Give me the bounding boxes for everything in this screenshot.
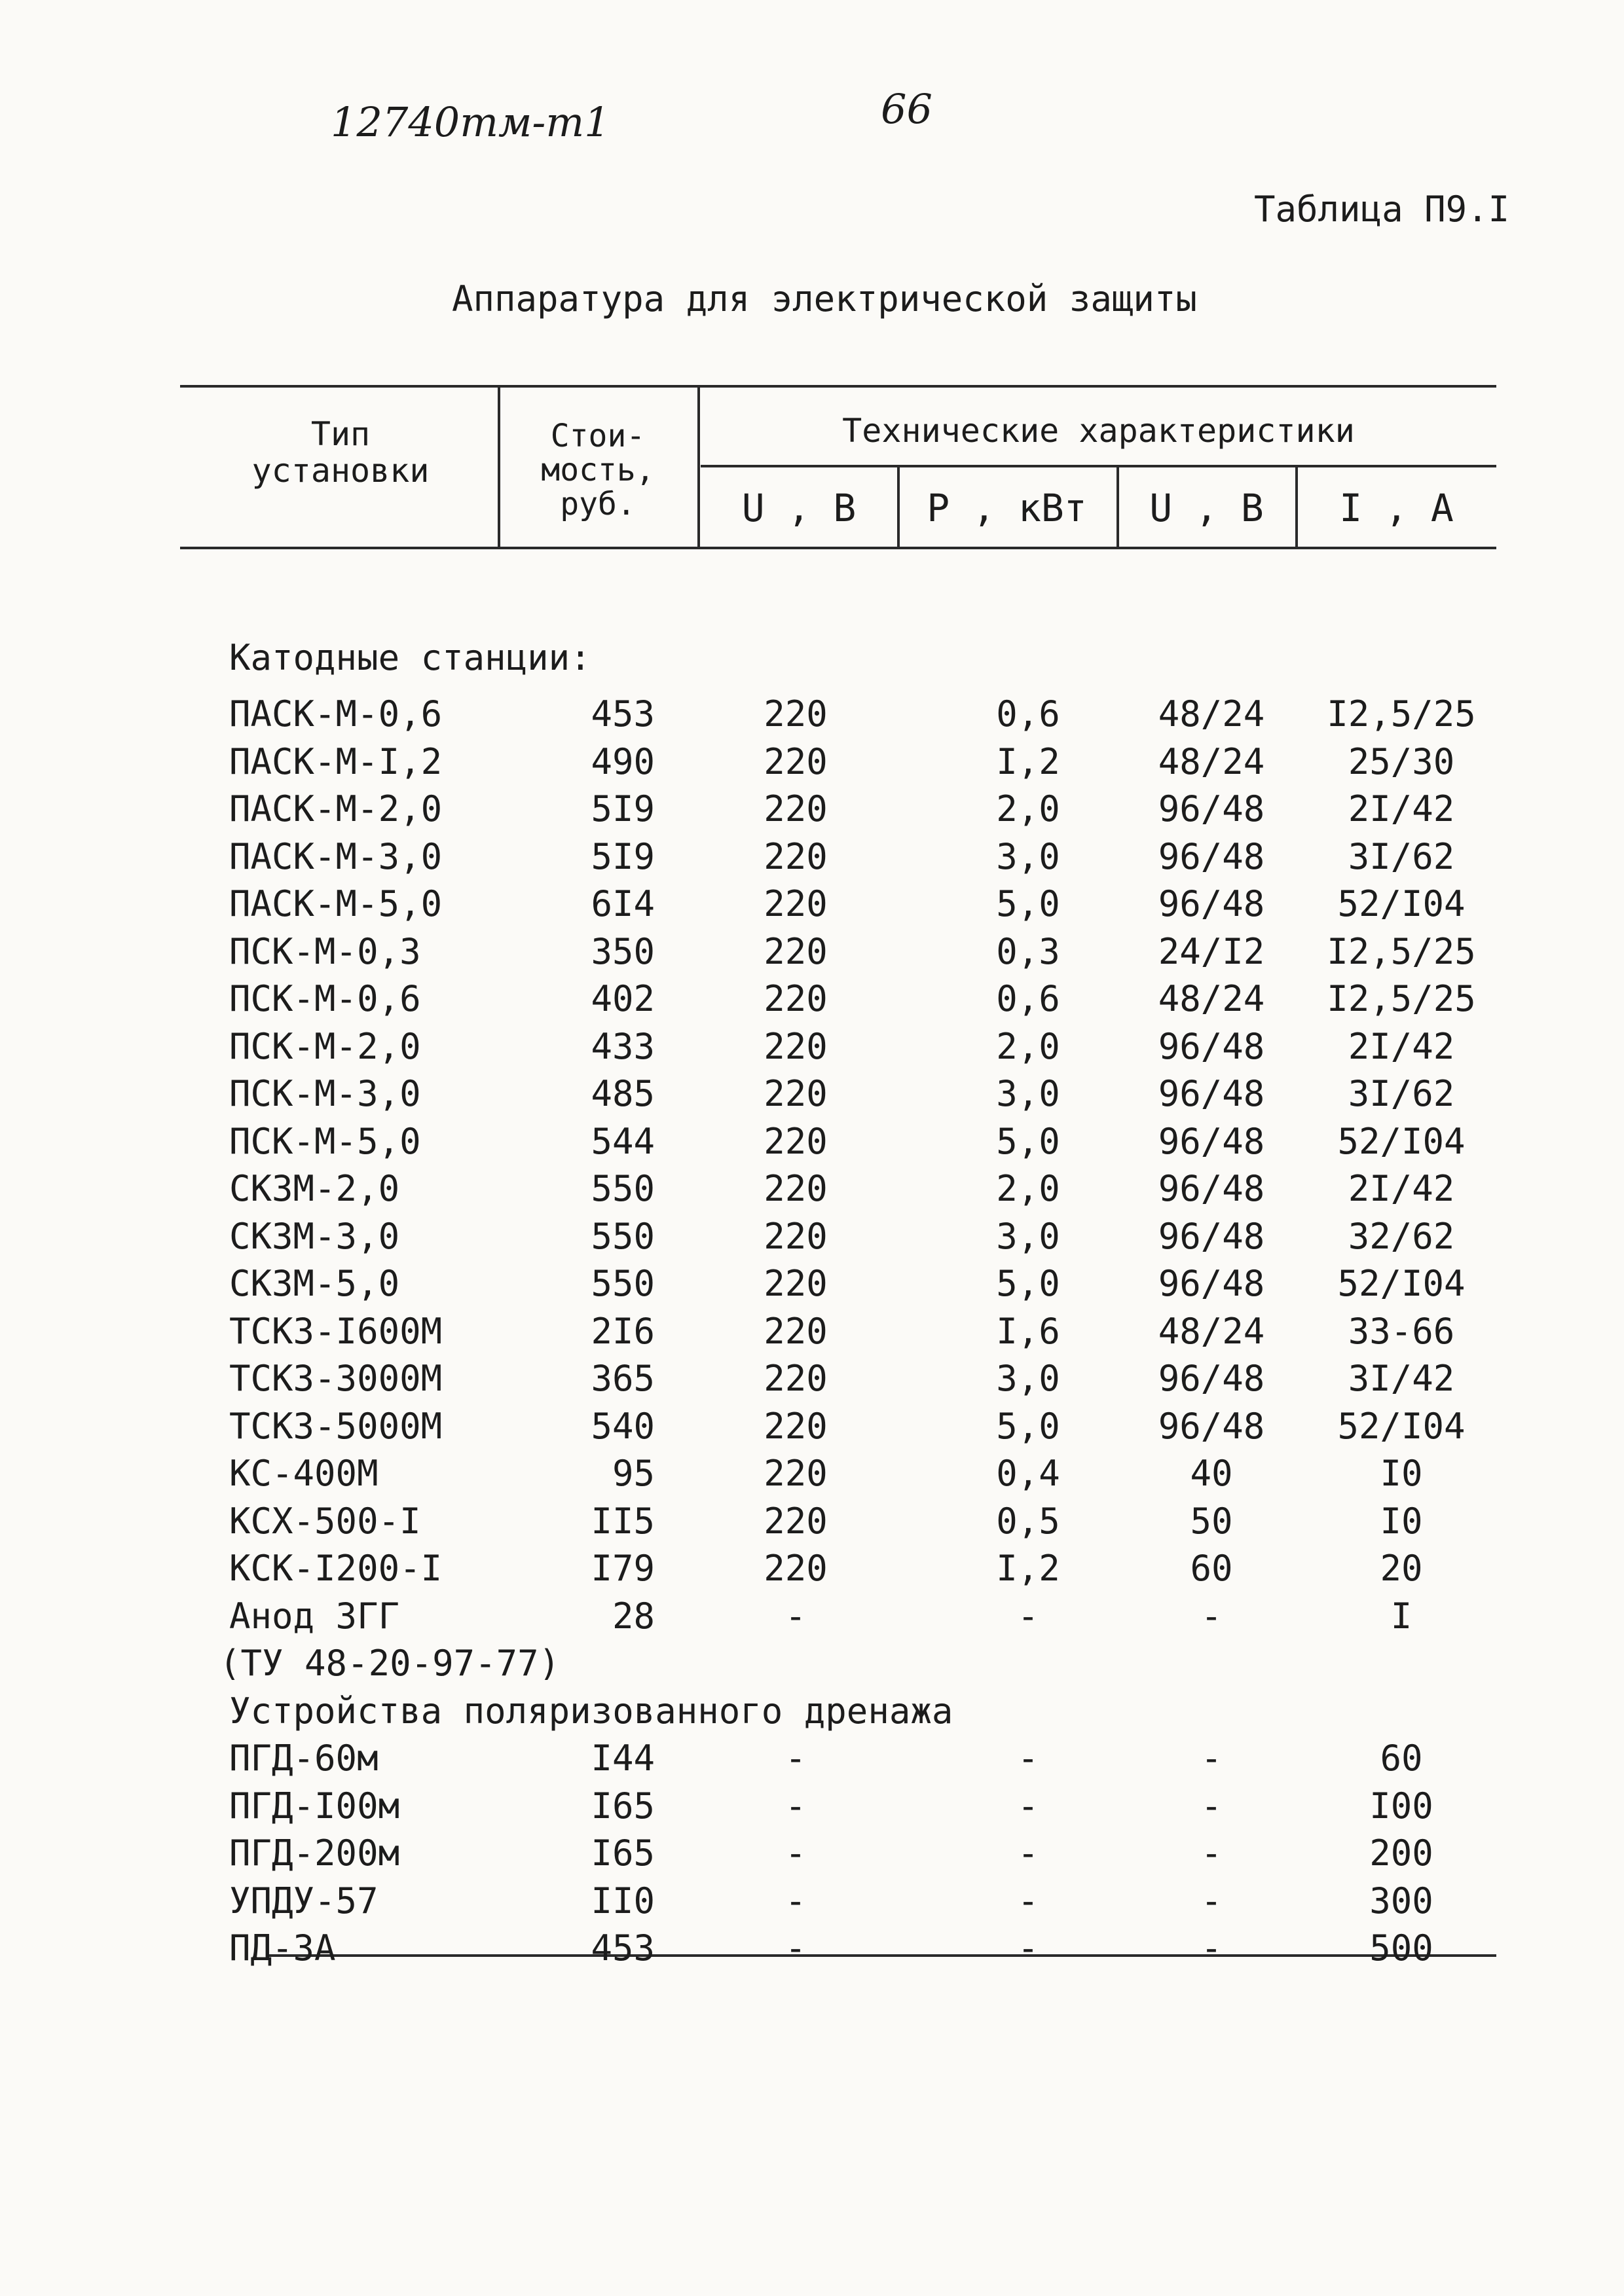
cell-cost: 2I6 xyxy=(591,1310,655,1352)
cell-type: ТСКЗ-3000М xyxy=(229,1358,443,1399)
col-divider-type xyxy=(498,388,500,547)
cell-u-out: - xyxy=(1200,1880,1223,1922)
cell-u-out: - xyxy=(1200,1832,1223,1874)
cell-type: СКЗМ-2,0 xyxy=(229,1168,400,1209)
cell-current: 3I/62 xyxy=(1348,1073,1455,1114)
table-row xyxy=(0,1783,1624,1831)
cell-u-out: 96/48 xyxy=(1158,788,1265,829)
cell-type: КСХ-500-I xyxy=(229,1500,421,1542)
table-top-rule xyxy=(180,385,1496,388)
cell-power: - xyxy=(1017,1738,1039,1779)
cell-u-in: 220 xyxy=(764,1120,828,1162)
cell-current: 32/62 xyxy=(1348,1215,1455,1257)
table-row xyxy=(0,881,1624,928)
cell-u-in: 220 xyxy=(764,740,828,782)
cell-u-in: 220 xyxy=(764,835,828,877)
cell-cost: 550 xyxy=(591,1168,655,1209)
table-row xyxy=(0,691,1624,738)
header-cost xyxy=(503,419,693,521)
table-row xyxy=(0,1925,1624,1973)
cell-type: ПАСК-М-0,6 xyxy=(229,693,443,735)
cell-type: ПГД-200м xyxy=(229,1832,400,1874)
section-heading xyxy=(0,625,1624,691)
table-row xyxy=(0,1830,1624,1878)
cell-u-in: 220 xyxy=(764,1025,828,1067)
cell-power: I,2 xyxy=(996,740,1060,782)
cell-current: 3I/62 xyxy=(1348,835,1455,877)
cell-power: 0,6 xyxy=(996,978,1060,1019)
cell-current: I xyxy=(1390,1595,1412,1637)
cell-type: ПГД-60м xyxy=(229,1738,378,1779)
cell-u-out: - xyxy=(1200,1927,1223,1969)
col-divider-cost xyxy=(697,388,700,547)
cell-u-out: 96/48 xyxy=(1158,1073,1265,1114)
table-row xyxy=(0,1213,1624,1261)
cell-type: ПСК-М-0,3 xyxy=(229,930,421,972)
cell-current: I00 xyxy=(1369,1785,1433,1827)
header-cost-line1: Стои- xyxy=(550,418,646,454)
cell-current: 2I/42 xyxy=(1348,1025,1455,1067)
table-row xyxy=(0,1260,1624,1308)
cell-cost: 365 xyxy=(591,1358,655,1399)
col-divider-u1 xyxy=(897,467,900,547)
cell-type: Анод ЗГГ xyxy=(229,1595,400,1637)
cell-current: 3I/42 xyxy=(1348,1358,1455,1399)
table-title: Аппаратура для электрической защиты xyxy=(452,278,1197,319)
cell-type: ПАСК-М-3,0 xyxy=(229,835,443,877)
header-bottom-rule xyxy=(180,547,1496,549)
cell-u-in: 220 xyxy=(764,1073,828,1114)
table-row xyxy=(0,786,1624,833)
table-row xyxy=(0,1450,1624,1498)
cell-power: - xyxy=(1017,1927,1039,1969)
cell-u-in: 220 xyxy=(764,1405,828,1447)
cell-power: 2,0 xyxy=(996,1025,1060,1067)
note-text: (ТУ 48-20-97-77) xyxy=(219,1643,561,1684)
cell-power: 5,0 xyxy=(996,1263,1060,1304)
cell-current: 300 xyxy=(1369,1880,1433,1922)
cell-u-in: - xyxy=(784,1785,807,1827)
cell-u-in: 220 xyxy=(764,930,828,972)
cell-cost: I65 xyxy=(591,1785,655,1827)
subheader-rule xyxy=(701,465,1496,467)
cell-cost: 490 xyxy=(591,740,655,782)
cell-power: 5,0 xyxy=(996,1405,1060,1447)
cell-power: - xyxy=(1017,1595,1039,1637)
cell-u-out: 48/24 xyxy=(1158,1310,1265,1352)
col-divider-u2 xyxy=(1295,467,1298,547)
cell-u-out: 48/24 xyxy=(1158,978,1265,1019)
cell-type: КСК-I200-I xyxy=(229,1548,443,1589)
cell-power: - xyxy=(1017,1832,1039,1874)
cell-power: - xyxy=(1017,1785,1039,1827)
cell-u-in: 220 xyxy=(764,788,828,829)
cell-u-in: 220 xyxy=(764,1453,828,1494)
cell-current: 2I/42 xyxy=(1348,1168,1455,1209)
cell-current: 20 xyxy=(1380,1548,1423,1589)
cell-u-in: 220 xyxy=(764,1215,828,1257)
table-row xyxy=(0,1735,1624,1783)
table-row xyxy=(0,1165,1624,1213)
table-row xyxy=(0,1545,1624,1593)
cell-current: 2I/42 xyxy=(1348,788,1455,829)
cell-cost: 544 xyxy=(591,1120,655,1162)
cell-cost: 402 xyxy=(591,978,655,1019)
cell-power: 5,0 xyxy=(996,883,1060,924)
cell-u-out: 50 xyxy=(1190,1500,1233,1542)
cell-power: - xyxy=(1017,1880,1039,1922)
cell-current: I0 xyxy=(1380,1500,1423,1542)
cell-power: 3,0 xyxy=(996,1215,1060,1257)
section-heading xyxy=(0,1688,1624,1736)
cell-u-out: 60 xyxy=(1190,1548,1233,1589)
table-label: Таблица П9.I xyxy=(1254,189,1510,230)
cell-u-out: - xyxy=(1200,1785,1223,1827)
cell-type: ПГД-I00м xyxy=(229,1785,400,1827)
cell-type: СКЗМ-3,0 xyxy=(229,1215,400,1257)
header-cost-line3: руб. xyxy=(560,486,636,522)
cell-power: 0,4 xyxy=(996,1453,1060,1494)
cell-u-out: 48/24 xyxy=(1158,740,1265,782)
cell-type: ПАСК-М-5,0 xyxy=(229,883,443,924)
cell-u-out: 96/48 xyxy=(1158,1263,1265,1304)
cell-u-out: 96/48 xyxy=(1158,1358,1265,1399)
cell-u-in: 220 xyxy=(764,1310,828,1352)
cell-current: 500 xyxy=(1369,1927,1433,1969)
cell-type: КС-400М xyxy=(229,1453,378,1494)
cell-power: 3,0 xyxy=(996,1073,1060,1114)
cell-cost: 6I4 xyxy=(591,883,655,924)
cell-cost: I65 xyxy=(591,1832,655,1874)
cell-power: 0,3 xyxy=(996,930,1060,972)
header-type-line2: установки xyxy=(251,452,430,490)
cell-type: ПСК-М-5,0 xyxy=(229,1120,421,1162)
cell-type: ПСК-М-0,6 xyxy=(229,978,421,1019)
row-note xyxy=(0,1640,1624,1688)
table-row xyxy=(0,1023,1624,1071)
cell-current: I2,5/25 xyxy=(1327,978,1476,1019)
table-row xyxy=(0,1593,1624,1641)
cell-u-in: - xyxy=(784,1595,807,1637)
cell-power: 3,0 xyxy=(996,835,1060,877)
cell-cost: 433 xyxy=(591,1025,655,1067)
cell-u-in: 220 xyxy=(764,1548,828,1589)
cell-u-in: - xyxy=(784,1738,807,1779)
table-body xyxy=(0,625,1624,1973)
cell-type: СКЗМ-5,0 xyxy=(229,1263,400,1304)
cell-u-out: 96/48 xyxy=(1158,835,1265,877)
cell-current: 25/30 xyxy=(1348,740,1455,782)
cell-type: ПСК-М-2,0 xyxy=(229,1025,421,1067)
cell-cost: II0 xyxy=(591,1880,655,1922)
cell-current: 52/I04 xyxy=(1337,1405,1466,1447)
cell-power: 2,0 xyxy=(996,788,1060,829)
cell-power: 3,0 xyxy=(996,1358,1060,1399)
cell-u-in: - xyxy=(784,1880,807,1922)
cell-current: 52/I04 xyxy=(1337,883,1466,924)
cell-type: ПД-3А xyxy=(229,1927,336,1969)
cell-current: 52/I04 xyxy=(1337,1263,1466,1304)
cell-type: ПСК-М-3,0 xyxy=(229,1073,421,1114)
cell-cost: 550 xyxy=(591,1263,655,1304)
table-row xyxy=(0,1403,1624,1451)
cell-cost: 95 xyxy=(612,1453,655,1494)
cell-u-in: 220 xyxy=(764,1358,828,1399)
section-title: Катодные станции: xyxy=(229,637,591,678)
header-i: I , А xyxy=(1339,486,1454,530)
cell-current: I2,5/25 xyxy=(1327,693,1476,735)
header-u1: U , В xyxy=(741,486,857,530)
table-row xyxy=(0,1308,1624,1356)
cell-u-out: 24/I2 xyxy=(1158,930,1265,972)
table-row xyxy=(0,928,1624,976)
header-tech: Технические характеристики xyxy=(842,412,1355,450)
cell-u-in: 220 xyxy=(764,883,828,924)
cell-u-out: 96/48 xyxy=(1158,1120,1265,1162)
cell-cost: 453 xyxy=(591,693,655,735)
cell-u-out: 48/24 xyxy=(1158,693,1265,735)
cell-type: УПДУ-57 xyxy=(229,1880,378,1922)
table-row xyxy=(0,1118,1624,1166)
table-row xyxy=(0,1355,1624,1403)
cell-u-in: - xyxy=(784,1927,807,1969)
cell-cost: I79 xyxy=(591,1548,655,1589)
cell-cost: 350 xyxy=(591,930,655,972)
cell-u-out: 96/48 xyxy=(1158,1215,1265,1257)
header-p: Р , кВт xyxy=(927,486,1087,530)
cell-current: 200 xyxy=(1369,1832,1433,1874)
header-type xyxy=(190,416,491,489)
cell-cost: II5 xyxy=(591,1500,655,1542)
cell-current: I0 xyxy=(1380,1453,1423,1494)
cell-type: ПАСК-М-I,2 xyxy=(229,740,443,782)
cell-current: 60 xyxy=(1380,1738,1423,1779)
cell-u-in: 220 xyxy=(764,1168,828,1209)
table-row xyxy=(0,1878,1624,1925)
col-divider-p xyxy=(1116,467,1119,547)
cell-type: ПАСК-М-2,0 xyxy=(229,788,443,829)
cell-u-out: 96/48 xyxy=(1158,1405,1265,1447)
table-row xyxy=(0,833,1624,881)
document-id: 12740тм-т1 xyxy=(331,98,610,146)
cell-cost: 485 xyxy=(591,1073,655,1114)
cell-u-out: - xyxy=(1200,1595,1223,1637)
header-cost-line2: мость, xyxy=(541,452,655,488)
cell-cost: 453 xyxy=(591,1927,655,1969)
cell-u-out: 96/48 xyxy=(1158,883,1265,924)
table-row xyxy=(0,975,1624,1023)
cell-u-in: 220 xyxy=(764,1500,828,1542)
cell-power: 0,6 xyxy=(996,693,1060,735)
cell-cost: 28 xyxy=(612,1595,655,1637)
table-row xyxy=(0,1498,1624,1546)
cell-type: ТСКЗ-I600М xyxy=(229,1310,443,1352)
cell-cost: 550 xyxy=(591,1215,655,1257)
cell-u-in: 220 xyxy=(764,1263,828,1304)
cell-cost: I44 xyxy=(591,1738,655,1779)
cell-current: 52/I04 xyxy=(1337,1120,1466,1162)
cell-u-out: 96/48 xyxy=(1158,1025,1265,1067)
cell-u-out: 96/48 xyxy=(1158,1168,1265,1209)
cell-current: I2,5/25 xyxy=(1327,930,1476,972)
page-number: 66 xyxy=(881,85,932,133)
cell-u-in: - xyxy=(784,1832,807,1874)
table-row xyxy=(0,738,1624,786)
section-title: Устройства поляризованного дренажа xyxy=(229,1690,953,1732)
header-type-line1: Тип xyxy=(310,415,371,453)
cell-u-out: 40 xyxy=(1190,1453,1233,1494)
header-u2: U , В xyxy=(1149,486,1264,530)
cell-cost: 5I9 xyxy=(591,788,655,829)
cell-cost: 5I9 xyxy=(591,835,655,877)
cell-u-out: - xyxy=(1200,1738,1223,1779)
cell-power: 5,0 xyxy=(996,1120,1060,1162)
cell-power: I,2 xyxy=(996,1548,1060,1589)
cell-power: 2,0 xyxy=(996,1168,1060,1209)
cell-type: ТСКЗ-5000М xyxy=(229,1405,443,1447)
cell-power: 0,5 xyxy=(996,1500,1060,1542)
cell-power: I,6 xyxy=(996,1310,1060,1352)
cell-u-in: 220 xyxy=(764,978,828,1019)
table-row xyxy=(0,1070,1624,1118)
cell-u-in: 220 xyxy=(764,693,828,735)
cell-current: 33-66 xyxy=(1348,1310,1455,1352)
cell-cost: 540 xyxy=(591,1405,655,1447)
